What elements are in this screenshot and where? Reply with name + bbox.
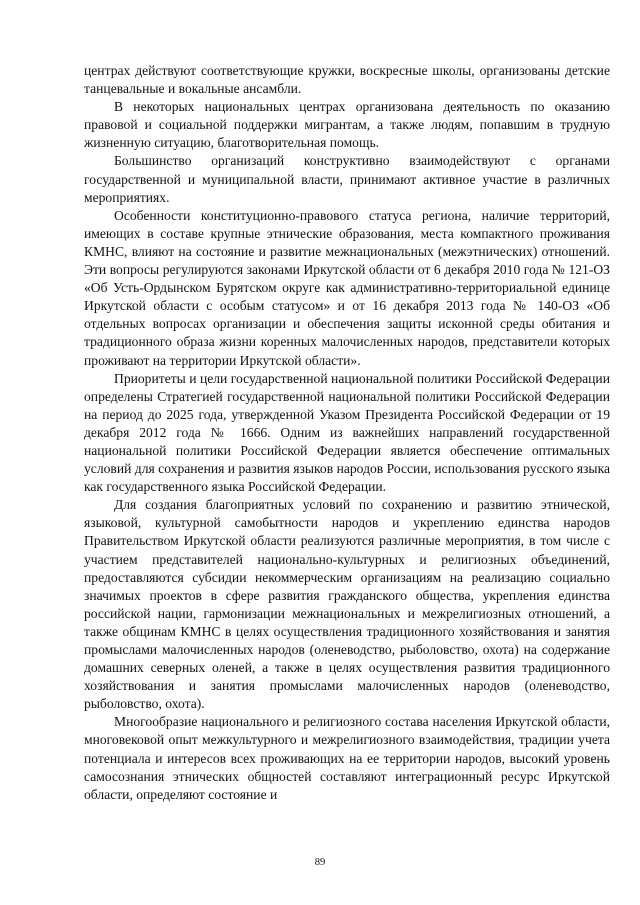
page-number: 89 — [314, 857, 326, 868]
paragraph-continuation: центрах действуют соответствующие кружки, воскресные школы, организованы детские танцевальные и вокальные ансамбли. — [84, 63, 610, 97]
paragraph-cooperation: Большинство организаций конструктивно взаимодействуют с органами государственной и муниципальной власти, принимают активное участие в различных мероприятиях. — [84, 153, 610, 205]
paragraph-measures: Для создания благоприятных условий по сохранению и развитию этнической, языковой, культурной самобытности народов и укреплению единства народов Правительством Иркутской области реализуются различные мероприятия, в том числе с участием представителей национально-культурных и религиозных объединений, предоставляются субсидии некоммерческим организациям на реализацию социально значимых проектов в сфере развития гражданского общества, укрепления единства российской нации, гармонизации межнациональных и межрелигиозных отношений, а также общинам КМНС в целях осуществления традиционного хозяйствования и занятия промыслами малочисленных народов (оленеводство, рыболовство, охота) на содержание домашних северных оленей, а также в целях осуществления развития традиционного хозяйствования и занятия промыслами малочисленных народов (оленеводство, рыболовство, охота). — [84, 497, 610, 712]
document-page — [84, 62, 610, 804]
paragraph-diversity: Многообразие национального и религиозного состава населения Иркутской области, многовековой опыт межкультурного и межрелигиозного взаимодействия, традиции учета потенциала и интересов всех проживающих на ее территории народов, высокий уровень самосознания этнических общностей составляют интеграционный ресурс Иркутской области, определяют состояние и — [84, 714, 610, 802]
paragraph-legal-support: В некоторых национальных центрах организована деятельность по оказанию правовой и социальной поддержки мигрантам, а также людям, попавшим в трудную жизненную ситуацию, благотворительная помощь. — [84, 99, 610, 151]
paragraph-regional-status: Особенности конституционно-правового статуса региона, наличие территорий, имеющих в составе крупные этнические образования, места компактного проживания КМНС, влияют на состояние и развитие межнациональных (межэтнических) отношений. Эти вопросы регулируются законами Иркутской области от 6 декабря 2010 года № 121-ОЗ «Об Усть-Ордынском Бурятском округе как административно-территориальной единице Иркутской области с особым статусом» и от 16 декабря 2013 года № 140-ОЗ «Об отдельных вопросах организации и обеспечения защиты исконной среды обитания и традиционного образа жизни коренных малочисленных народов, представители которых проживают на территории Иркутской области». — [84, 207, 610, 368]
paragraph-national-policy: Приоритеты и цели государственной национальной политики Российской Федерации определены Стратегией государственной национальной политики Российской Федерации на период до 2025 года, утвержденной Указом Президента Российской Федерации от 19 декабря 2012 года № 1666. Одним из важнейших направлений государственной национальной политики Российской Федерации является обеспечение оптимальных условий для сохранения и развития языков народов России, использования русского языка как государственного языка Российской Федерации. — [84, 370, 610, 495]
